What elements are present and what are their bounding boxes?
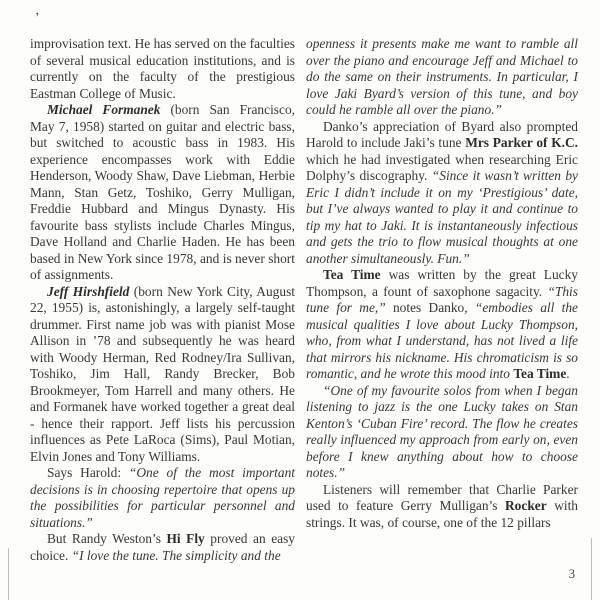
text-segment: Jeff Hirshfield xyxy=(47,283,130,299)
text-segment: improvisation text. He has served on the faculties of several musical education institutions, and is currently on the faculty of the prestigious Eastman College of Music. xyxy=(30,36,295,101)
text-segment: . xyxy=(566,366,570,381)
text-segment: Says Harold: xyxy=(47,465,129,480)
printer-mark: ’ xyxy=(34,10,43,27)
text-segment: “This tune for me,” xyxy=(306,283,578,315)
paragraph xyxy=(30,465,295,531)
text-segment: with strings. It was, of course, one of the 12 pillars xyxy=(306,498,579,530)
text-segment: Rocker xyxy=(505,498,547,513)
text-segment: But Randy Weston’s xyxy=(47,531,167,546)
paragraph xyxy=(306,267,578,383)
text-segment: “One of the most important decisions is in choosing repertoire that opens up the possibilities for particular personnel and situations.” xyxy=(30,465,295,530)
paragraph xyxy=(30,36,295,102)
text-segment: Mrs Parker of K.C. xyxy=(465,135,578,150)
paragraph xyxy=(306,383,578,482)
text-segment: “One of my favourite solos from when I began listening to jazz is the one Lucky takes on Stan Kenton’s ‘Cuban Fire’ record. The flow he creates really influenced my approach from early on, even before I knew anything about how to choose notes.” xyxy=(306,382,578,480)
scan-edge-right xyxy=(591,538,592,600)
paragraph xyxy=(306,482,578,532)
right-column xyxy=(306,36,578,564)
text-segment: proved an easy choice. xyxy=(30,531,295,563)
paragraph xyxy=(30,284,295,466)
text-segment: Danko’s appreciation of Byard also prompted Harold to include Jaki’s tune xyxy=(306,118,578,150)
paragraph xyxy=(30,531,295,564)
text-columns xyxy=(30,36,578,564)
text-segment: Tea Time xyxy=(513,366,567,381)
text-segment: Listeners will remember that Charlie Parker used to feature Gerry Mulligan’s xyxy=(306,481,578,513)
text-segment: was written by the great Lucky Thompson, a fount of saxophone sagacity. xyxy=(306,267,578,299)
text-segment: notes Danko, xyxy=(385,300,475,315)
page-number: 3 xyxy=(568,567,575,581)
text-segment: which he had investigated when researching Eric Dolphy’s discography. xyxy=(306,151,578,183)
left-column xyxy=(30,36,295,564)
text-segment: Tea Time xyxy=(323,267,381,282)
text-segment: “I love the tune. The simplicity and the xyxy=(71,547,281,563)
text-segment: “Since it wasn’t written by Eric I didn’t include it on my ‘Prestigious’ date, but I’ve always wanted to play it and continue to tip my hat to Jaki. It is instantaneously infectious and gets the trio to flow musical thoughts at one another simultaneously. Fun.” xyxy=(306,168,578,266)
paragraph xyxy=(30,102,295,284)
text-segment: (born New York City, August 22, 1955) is, astonishingly, a largely self-taught drummer. First name job was with pianist Mose Allison in ’78 and subsequently he was heard with Woody Herman, Red Rodney/Ira Sullivan, Toshiko, Jim Hall, Randy Brecker, Bob Brookmeyer, Tom Harrell and many others. He and Formanek have worked together a great deal - hence their rapport. Jeff lists his percussion influences as Pete LaRoca (Sims), Paul Motian, Elvin Jones and Tony Williams. xyxy=(30,283,295,464)
text-segment: (born San Francisco, May 7, 1958) started on guitar and electric bass, but switched to acoustic bass in 1983. His experience encompasses work with Eddie Henderson, Woody Shaw, Dave Liebman, Herbie Mann, Stan Getz, Toshiko, Gerry Mulligan, Freddie Hubbard and Mingus Dynasty. His favourite bass stylists include Charles Mingus, Dave Holland and Charlie Haden. He has been based in New York since 1978, and is never short of assignments. xyxy=(30,102,295,282)
paragraph xyxy=(306,119,578,268)
text-segment: Michael Formanek xyxy=(47,102,161,117)
text-segment: openness it presents make me want to ramble all over the piano and encourage Jeff and Michael to do the same on their instruments. In particular, I love Jaki Byard’s version of this tune, and boy could he ramble all over the piano.” xyxy=(306,36,578,117)
text-segment: “embodies all the musical qualities I love about Lucky Thompson, who, from what I understand, has not lived a life that mirrors his nickname. His chromaticism is so romantic, and he wrote this mood into xyxy=(306,300,578,381)
text-segment: Hi Fly xyxy=(166,531,205,546)
paragraph xyxy=(306,36,578,119)
scan-edge-left xyxy=(8,548,9,600)
